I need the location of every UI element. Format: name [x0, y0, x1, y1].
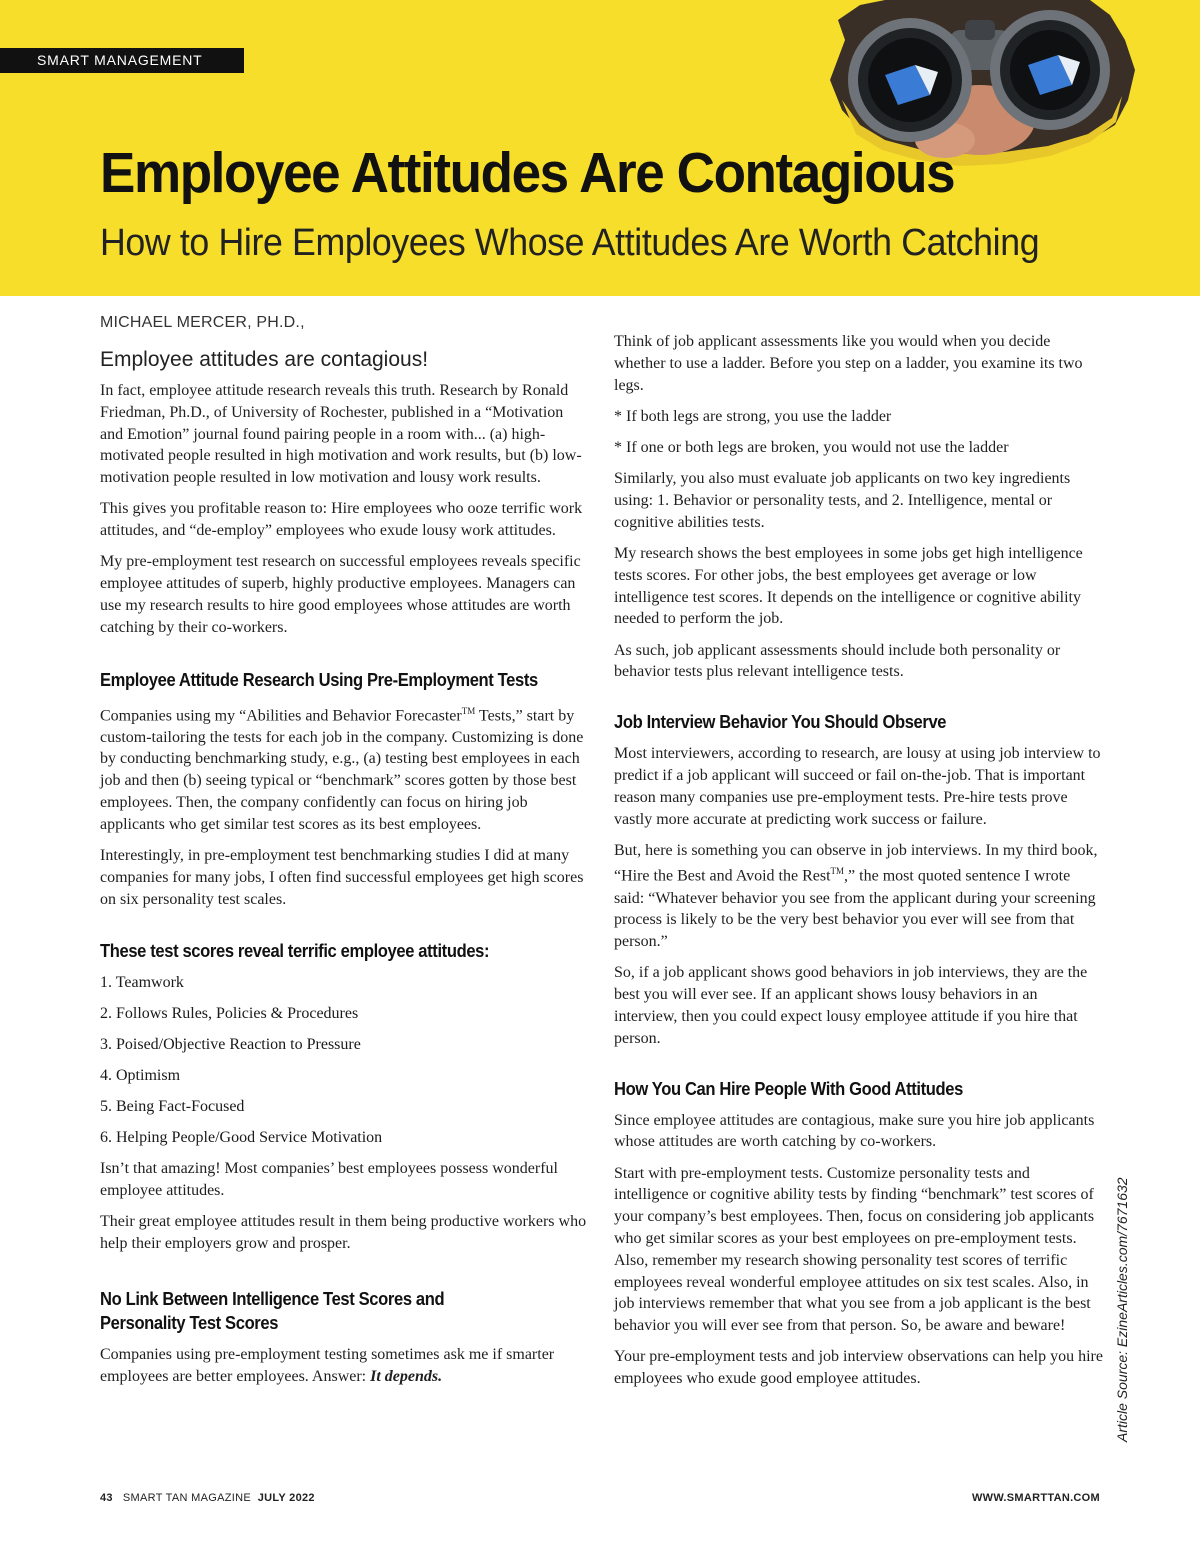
hero-banner [0, 0, 1200, 296]
paragraph: Isn’t that amazing! Most companies’ best employees possess wonderful employee attitudes. [100, 1160, 558, 1200]
paragraph: Their great employee attitudes result in them being productive workers who help their employers grow and prosper. [100, 1213, 587, 1253]
list-item: 3. Poised/Objective Reaction to Pressure [100, 1036, 361, 1054]
list-item: 1. Teamwork [100, 974, 184, 992]
page-footer [100, 1492, 1100, 1508]
paragraph: Since employee attitudes are contagious, make sure you hire job applicants whose attitudes are worth catching by co-workers. [614, 1111, 1095, 1151]
attitude-list [100, 972, 590, 1149]
section-heading: Employee Attitude Research Using Pre-Employment Tests [100, 669, 538, 690]
trademark-mark: TM [830, 866, 845, 877]
heading-line: No Link Between Intelligence Test Scores and [100, 1288, 445, 1309]
paragraph: My pre-employment test research on successful employees reveals specific employee attitudes of superb, highly productive employees. Managers can use my research results to hire good employees whose attitudes are worth catching by their co-workers. [100, 553, 581, 636]
trademark-mark: TM [461, 705, 476, 716]
page-number: 43 [100, 1492, 113, 1504]
list-item: 2. Follows Rules, Policies & Procedures [100, 1005, 359, 1023]
paragraph [100, 701, 590, 836]
paragraph-text: Companies using pre-employment testing sometimes ask me if smarter employees are better employees. Answer: [100, 1345, 555, 1385]
page-subtitle: How to Hire Employees Whose Attitudes Are Worth Catching [100, 222, 1040, 264]
paragraph-text: Companies using my “Abilities and Behavior Forecaster [100, 706, 462, 724]
paragraph: In fact, employee attitude research reveals this truth. Research by Ronald Friedman, Ph.D., of University of Rochester, published in a “Motivation and Emotion” journal found pairing people in a room with... (a) high-motivated people resulted in high motivation and work results, but (b) low-motivation people resulted in low motivation and lousy work results. [100, 382, 582, 487]
list-item: 5. Being Fact-Focused [100, 1098, 245, 1116]
paragraph: My research shows the best employees in some jobs get high intelligence tests scores. For other jobs, the best employees get average or low intelligence test scores. It depends on the intelligence or cognitive ability needed to perform the job. [614, 544, 1083, 628]
paragraph: So, if a job applicant shows good behaviors in job interviews, they are the best you will ever see. If an applicant shows lousy behaviors in an interview, then you could expect lousy employee attitude if you hire that person. [614, 964, 1088, 1047]
paragraph-text: Tests,” start by custom-tailoring the tests for each job in the company. Customizing is done by conducting benchmarking study, e.g., (a) testing best employees in each job and then (b) seeing typical or “benchmark” scores gotten by those best employees. Then, the company confidently can focus on hiring job applicants who get similar test scores as its best employees. [100, 706, 584, 833]
paragraph: Similarly, you also must evaluate job applicants on two key ingredients using: 1. Behavior or personality tests, and 2. Intelligence, mental or cognitive abilities tests. [614, 470, 1071, 531]
list-item: 4. Optimism [100, 1067, 181, 1085]
paragraph: * If both legs are strong, you use the ladder [614, 407, 892, 425]
section-heading: These test scores reveal terrific employee attitudes: [100, 941, 490, 962]
website-link[interactable]: WWW.SMARTTAN.COM [971, 1492, 1100, 1504]
magazine-name: SMART TAN MAGAZINE [122, 1492, 251, 1504]
paragraph: Most interviewers, according to research, are lousy at using job interview to predict if a job applicant will succeed or fail on-the-job. That is important reason many companies use pre-employment tests. Pre-hire tests prove vastly more accurate at predicting work success or failure. [614, 745, 1101, 828]
list-item: 6. Helping People/Good Service Motivation [100, 1129, 383, 1147]
page-title: Employee Attitudes Are Contagious [100, 141, 955, 205]
paragraph-text: But, here is something you can observe in job interviews. In my third book, “Hire the Best and Avoid the Rest [614, 841, 1098, 885]
paragraph: * If one or both legs are broken, you would not use the ladder [614, 438, 1009, 456]
paragraph: This gives you profitable reason to: Hire employees who ooze terrific work attitudes, and “de-employ” employees who exude lousy work attitudes. [100, 500, 583, 540]
paragraph: Your pre-employment tests and job interview observations can help you hire employees who exude good employee attitudes. [614, 1348, 1103, 1388]
paragraph: Interestingly, in pre-employment test benchmarking studies I did at many companies for many jobs, I often find successful employees get high scores on six personality test scales. [100, 847, 584, 908]
right-column [614, 331, 1104, 1399]
article-source-note: Article Source: EzineArticles.com/7671632 [1114, 1177, 1130, 1442]
section-heading: Job Interview Behavior You Should Observe [614, 712, 947, 733]
paragraph-text: ,” the most quoted sentence I wrote said: “Whatever behavior you see from the applicant during your screening process is likely to be the very best behavior you ever will see from that person.” [614, 867, 1096, 951]
paragraph: Think of job applicant assessments like you would when you decide whether to use a ladder. Before you step on a ladder, you examine its two legs. [614, 333, 1083, 394]
section-heading [100, 1287, 551, 1335]
paragraph: As such, job applicant assessments should include both personality or behavior tests plus relevant intelligence tests. [614, 641, 1061, 681]
lead-sentence: Employee attitudes are contagious! [100, 348, 429, 371]
paragraph [100, 1344, 590, 1388]
author-byline: MICHAEL MERCER, PH.D., [100, 314, 305, 331]
paragraph: Start with pre-employment tests. Customize personality tests and intelligence or cognitive ability tests by finding “benchmark” test scores of your company’s best employees. Then, focus on considering job applicants who get similar scores as your best employees on pre-employment tests. Also, remember my research showing personality test scores of terrific employees reveal wonderful employee attitudes on six test scales. Also, in job interviews remember that what you see from a job applicant is the best behavior you will ever see from that person. So, be aware and beware! [614, 1164, 1095, 1335]
issue-date: JULY 2022 [257, 1492, 315, 1504]
section-heading: How You Can Hire People With Good Attitudes [614, 1078, 963, 1099]
heading-line: Personality Test Scores [100, 1312, 279, 1333]
emphasis-text: It depends. [370, 1367, 443, 1385]
left-column [100, 314, 590, 1397]
section-tag: SMART MANAGEMENT [0, 48, 244, 73]
paragraph [614, 840, 1104, 953]
footer-left [100, 1492, 315, 1504]
